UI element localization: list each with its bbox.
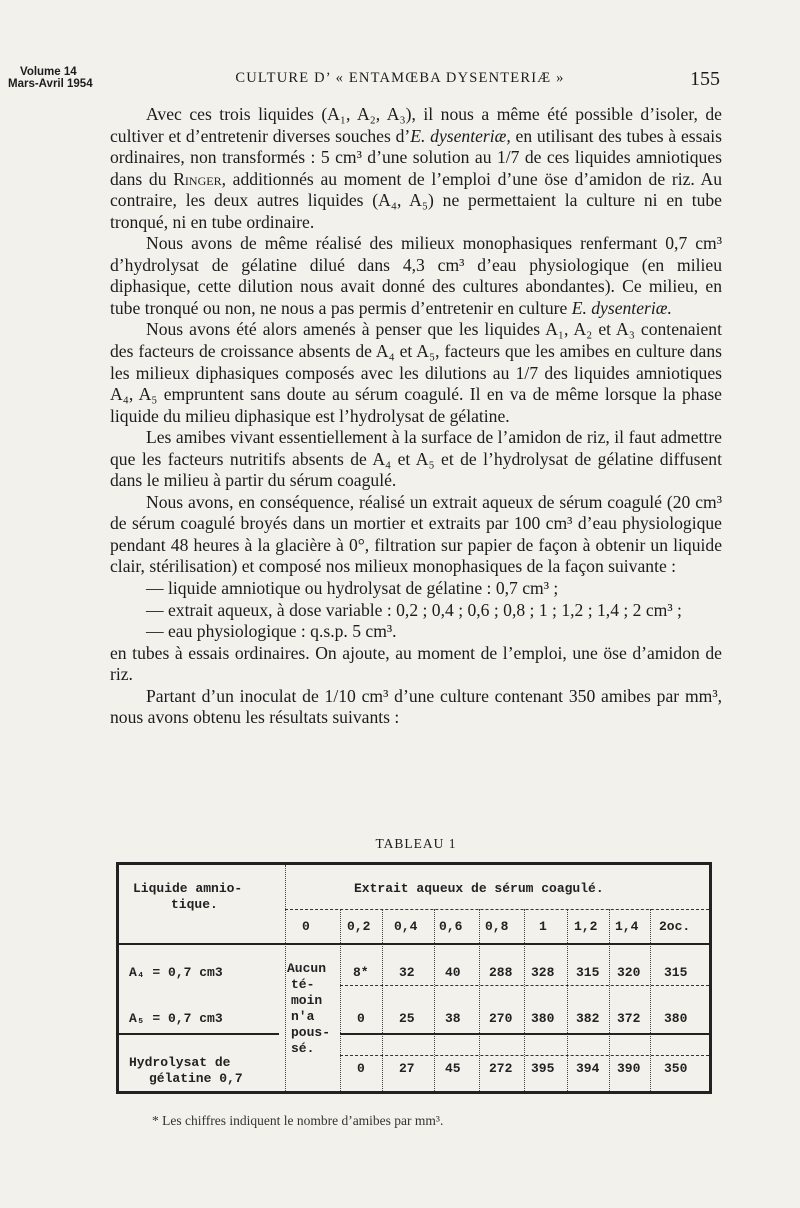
row-label-cont: gélatine 0,7 (149, 1071, 243, 1086)
results-table (116, 862, 712, 1094)
no-growth-note: moin (291, 993, 323, 1008)
table-cell: 38 (445, 1011, 461, 1026)
paragraph-2: Nous avons de même réalisé des milieux monophasiques renfermant 0,7 cm³ d’hydrolysat de gélatine dilué dans 4,3 cm³ d’eau physiologique (en milieu diphasique, cette dilution nous avait donné des cultures abondantes). Ce milieu, en tube tronqué ou non, ne nous a pas permis d’entretenir en culture E. dysenteriæ. (110, 233, 722, 318)
table-caption: TABLEAU 1 (375, 836, 457, 851)
footnote: * Les chiffres indiquent le nombre d’amibes par mm³. (152, 1113, 444, 1128)
column-group-header: Extrait aqueux de sérum coagulé. (354, 881, 604, 896)
dose-header: 0,6 (439, 919, 463, 934)
article-body (110, 104, 722, 729)
paragraph-6: en tubes à essais ordinaires. On ajoute, au moment de l’emploi, une öse d’amidon de riz. (110, 642, 722, 685)
volume-number: Volume 14 (20, 66, 77, 78)
row-label: Hydrolysat de (129, 1055, 231, 1070)
table-cell: 315 (664, 965, 688, 980)
table-cell: 0 (357, 1061, 365, 1076)
issue-date: Mars-Avril 1954 (8, 78, 93, 90)
paragraph-1: Avec ces trois liquides (A₁, A₂, A₃), il nous a même été possible d’isoler, de cultiver et d’entretenir diverses souches d’E. dysenteriæ, en utilisant des tubes à essais ordinaires, non transformés : 5 cm³ d’une solution au 1/7 de ces liquides amniotiques dans du Ringer, additionnés au moment de l’emploi d’une öse d’amidon de riz. Au contraire, les deux autres liquides (A₄, A₅) ne permettaient la culture ni en tube tronqué, ni en tube ordinaire. (110, 104, 723, 232)
dose-header: 1,4 (615, 919, 639, 934)
no-growth-note: té- (291, 977, 315, 992)
table-cell: 0 (357, 1011, 365, 1026)
table-cell: 32 (399, 965, 415, 980)
table-cell: 394 (576, 1061, 600, 1076)
paragraph-4: Les amibes vivant essentiellement à la surface de l’amidon de riz, il faut admettre que les facteurs nutritifs absents de A₄ et A₅ et de l’hydrolysat de gélatine diffusent dans le milieu à partir du sérum coagulé. (110, 427, 722, 491)
dose-header: 0,4 (394, 919, 418, 934)
table-cell: 272 (489, 1061, 513, 1076)
table-cell: 315 (576, 965, 600, 980)
table-cell: 8* (353, 965, 369, 980)
paragraph-3: Nous avons été alors amenés à penser que les liquides A₁, A₂ et A₃ contenaient des facteurs de croissance absents de A₄ et A₅, facteurs que les amibes en culture dans les milieux diphasiques composés avec les dilutions au 1/7 des liquides amniotiques A₄, A₅ empruntent sans doute au sérum coagulé. Il en va de même lorsque la phase liquide du milieu diphasique est l’hydrolysat de gélatine. (110, 319, 722, 426)
row-label: A₅ = 0,7 cm3 (129, 1011, 223, 1026)
paragraph-5: Nous avons, en conséquence, réalisé un extrait aqueux de sérum coagulé (20 cm³ de sérum coagulé broyés dans un mortier et extraits par 100 cm³ d’eau physiologique pendant 48 heures à la glacière à 0°, filtration sur papier de façon à obtenir un liquide clair, stérilisation) et composé nos milieux monophasiques de la façon suivante : (110, 491, 722, 577)
list-item: — extrait aqueux, à dose variable : 0,2 ; 0,4 ; 0,6 ; 0,8 ; 1 ; 1,2 ; 1,4 ; 2 cm³ ; (146, 599, 682, 620)
table-cell: 27 (399, 1061, 415, 1076)
dose-header: 2oc. (659, 919, 691, 934)
no-growth-note: pous- (291, 1025, 331, 1040)
page-number: 155 (690, 68, 720, 90)
table-cell: 395 (531, 1061, 555, 1076)
no-growth-note: sé. (291, 1041, 315, 1056)
dose-header: 1 (539, 919, 547, 934)
list-item: — eau physiologique : q.s.p. 5 cm³. (146, 621, 397, 642)
table-cell: 390 (617, 1061, 641, 1076)
dose-header: 1,2 (574, 919, 598, 934)
row-label: A₄ = 0,7 cm3 (129, 965, 223, 980)
row-header-title: Liquide amnio- (133, 881, 243, 896)
dose-header: 0 (302, 919, 310, 934)
list-item: — liquide amniotique ou hydrolysat de gélatine : 0,7 cm³ ; (146, 578, 559, 599)
running-title: CULTURE D’ « ENTAMŒBA DYSENTERIÆ » (235, 70, 565, 86)
table-cell: 372 (617, 1011, 641, 1026)
dose-header: 0,2 (347, 919, 371, 934)
table-cell: 350 (664, 1061, 688, 1076)
table-cell: 380 (531, 1011, 555, 1026)
table-cell: 328 (531, 965, 555, 980)
no-growth-note: n'a (291, 1009, 315, 1024)
row-header-title-cont: tique. (171, 897, 218, 912)
table-cell: 40 (445, 965, 461, 980)
table-cell: 45 (445, 1061, 461, 1076)
table-cell: 382 (576, 1011, 600, 1026)
paragraph-7: Partant d’un inoculat de 1/10 cm³ d’une culture contenant 350 amibes par mm³, nous avons obtenu les résultats suivants : (110, 685, 722, 728)
table-cell: 380 (664, 1011, 688, 1026)
table-cell: 320 (617, 965, 641, 980)
table-cell: 25 (399, 1011, 415, 1026)
no-growth-note: Aucun (287, 961, 327, 976)
dose-header: 0,8 (485, 919, 509, 934)
table-cell: 270 (489, 1011, 513, 1026)
table-cell: 288 (489, 965, 513, 980)
